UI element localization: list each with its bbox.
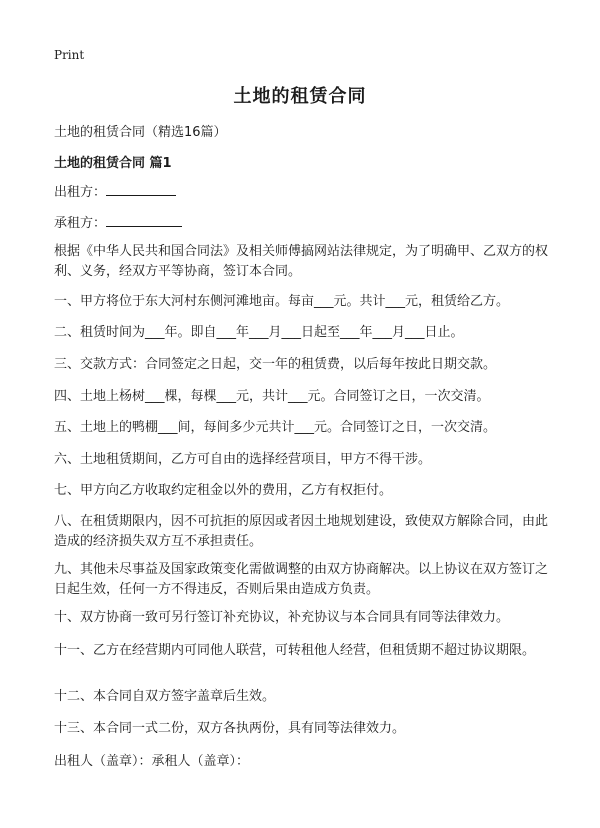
clause-12: 十二、本合同自双方签字盖章后生效。 [54, 689, 276, 704]
clause-13: 十三、本合同一式二份，双方各执两份，具有同等法律效力。 [54, 721, 406, 736]
clause-6: 六、土地租赁期间，乙方可自由的选择经营项目，甲方不得干涉。 [54, 452, 432, 467]
clause-11: 十一、乙方在经营期内可同他人联营，可转租他人经营，但租赁期不超过协议期限。 [54, 643, 536, 658]
document-subtitle: 土地的租赁合同（精选16篇） [54, 125, 227, 140]
clause-7: 七、甲方向乙方收取约定租金以外的费用，乙方有权拒付。 [54, 483, 393, 498]
lessor-blank [106, 181, 176, 196]
intro-paragraph: 根据《中华人民共和国合同法》及相关师傅搞网站法律规定，为了明确甲、乙双方的权利、义务，经双方平等协商，签订本合同。 [54, 244, 549, 279]
lessee-blank [106, 212, 182, 227]
document-title: 土地的租赁合同 [233, 86, 367, 107]
lessee-field [54, 212, 554, 234]
clause-5: 五、土地上的鸭棚___间，每间多少元共计___元。合同签订之日，一次交清。 [54, 420, 497, 435]
signature-line: 出租人（盖章）：承租人（盖章）： [54, 754, 250, 769]
clause-1: 一、甲方将位于东大河村东侧河滩地亩。每亩___元。共计___元，租赁给乙方。 [54, 294, 510, 309]
clause-3: 三、交款方式：合同签定之日起，交一年的租赁费，以后每年按此日期交款。 [54, 357, 497, 372]
section-heading: 土地的租赁合同 篇1 [54, 156, 172, 171]
lessee-label: 承租方： [54, 216, 107, 231]
lessor-field [54, 181, 554, 203]
lessor-label: 出租方： [54, 185, 107, 200]
clause-8: 八、在租赁期限内，因不可抗拒的原因或者因土地规划建设，致使双方解除合同，由此造成的经济损失双方互不承担责任。 [54, 514, 549, 549]
print-label[interactable]: Print [54, 48, 85, 62]
clause-2: 二、租赁时间为___年。即自___年___月___日起至___年___月___日止。 [54, 325, 464, 340]
clause-9: 九、其他未尽事益及国家政策变化需做调整的由双方协商解决。以上协议在双方签订之日起生效，任何一方不得违反，否则后果由造成方负责。 [54, 562, 549, 597]
clause-10: 十、双方协商一致可另行签订补充协议，补充协议与本合同具有同等法律效力。 [54, 610, 510, 625]
clause-4: 四、土地上杨树___棵，每棵___元，共计___元。合同签订之日，一次交清。 [54, 389, 490, 404]
